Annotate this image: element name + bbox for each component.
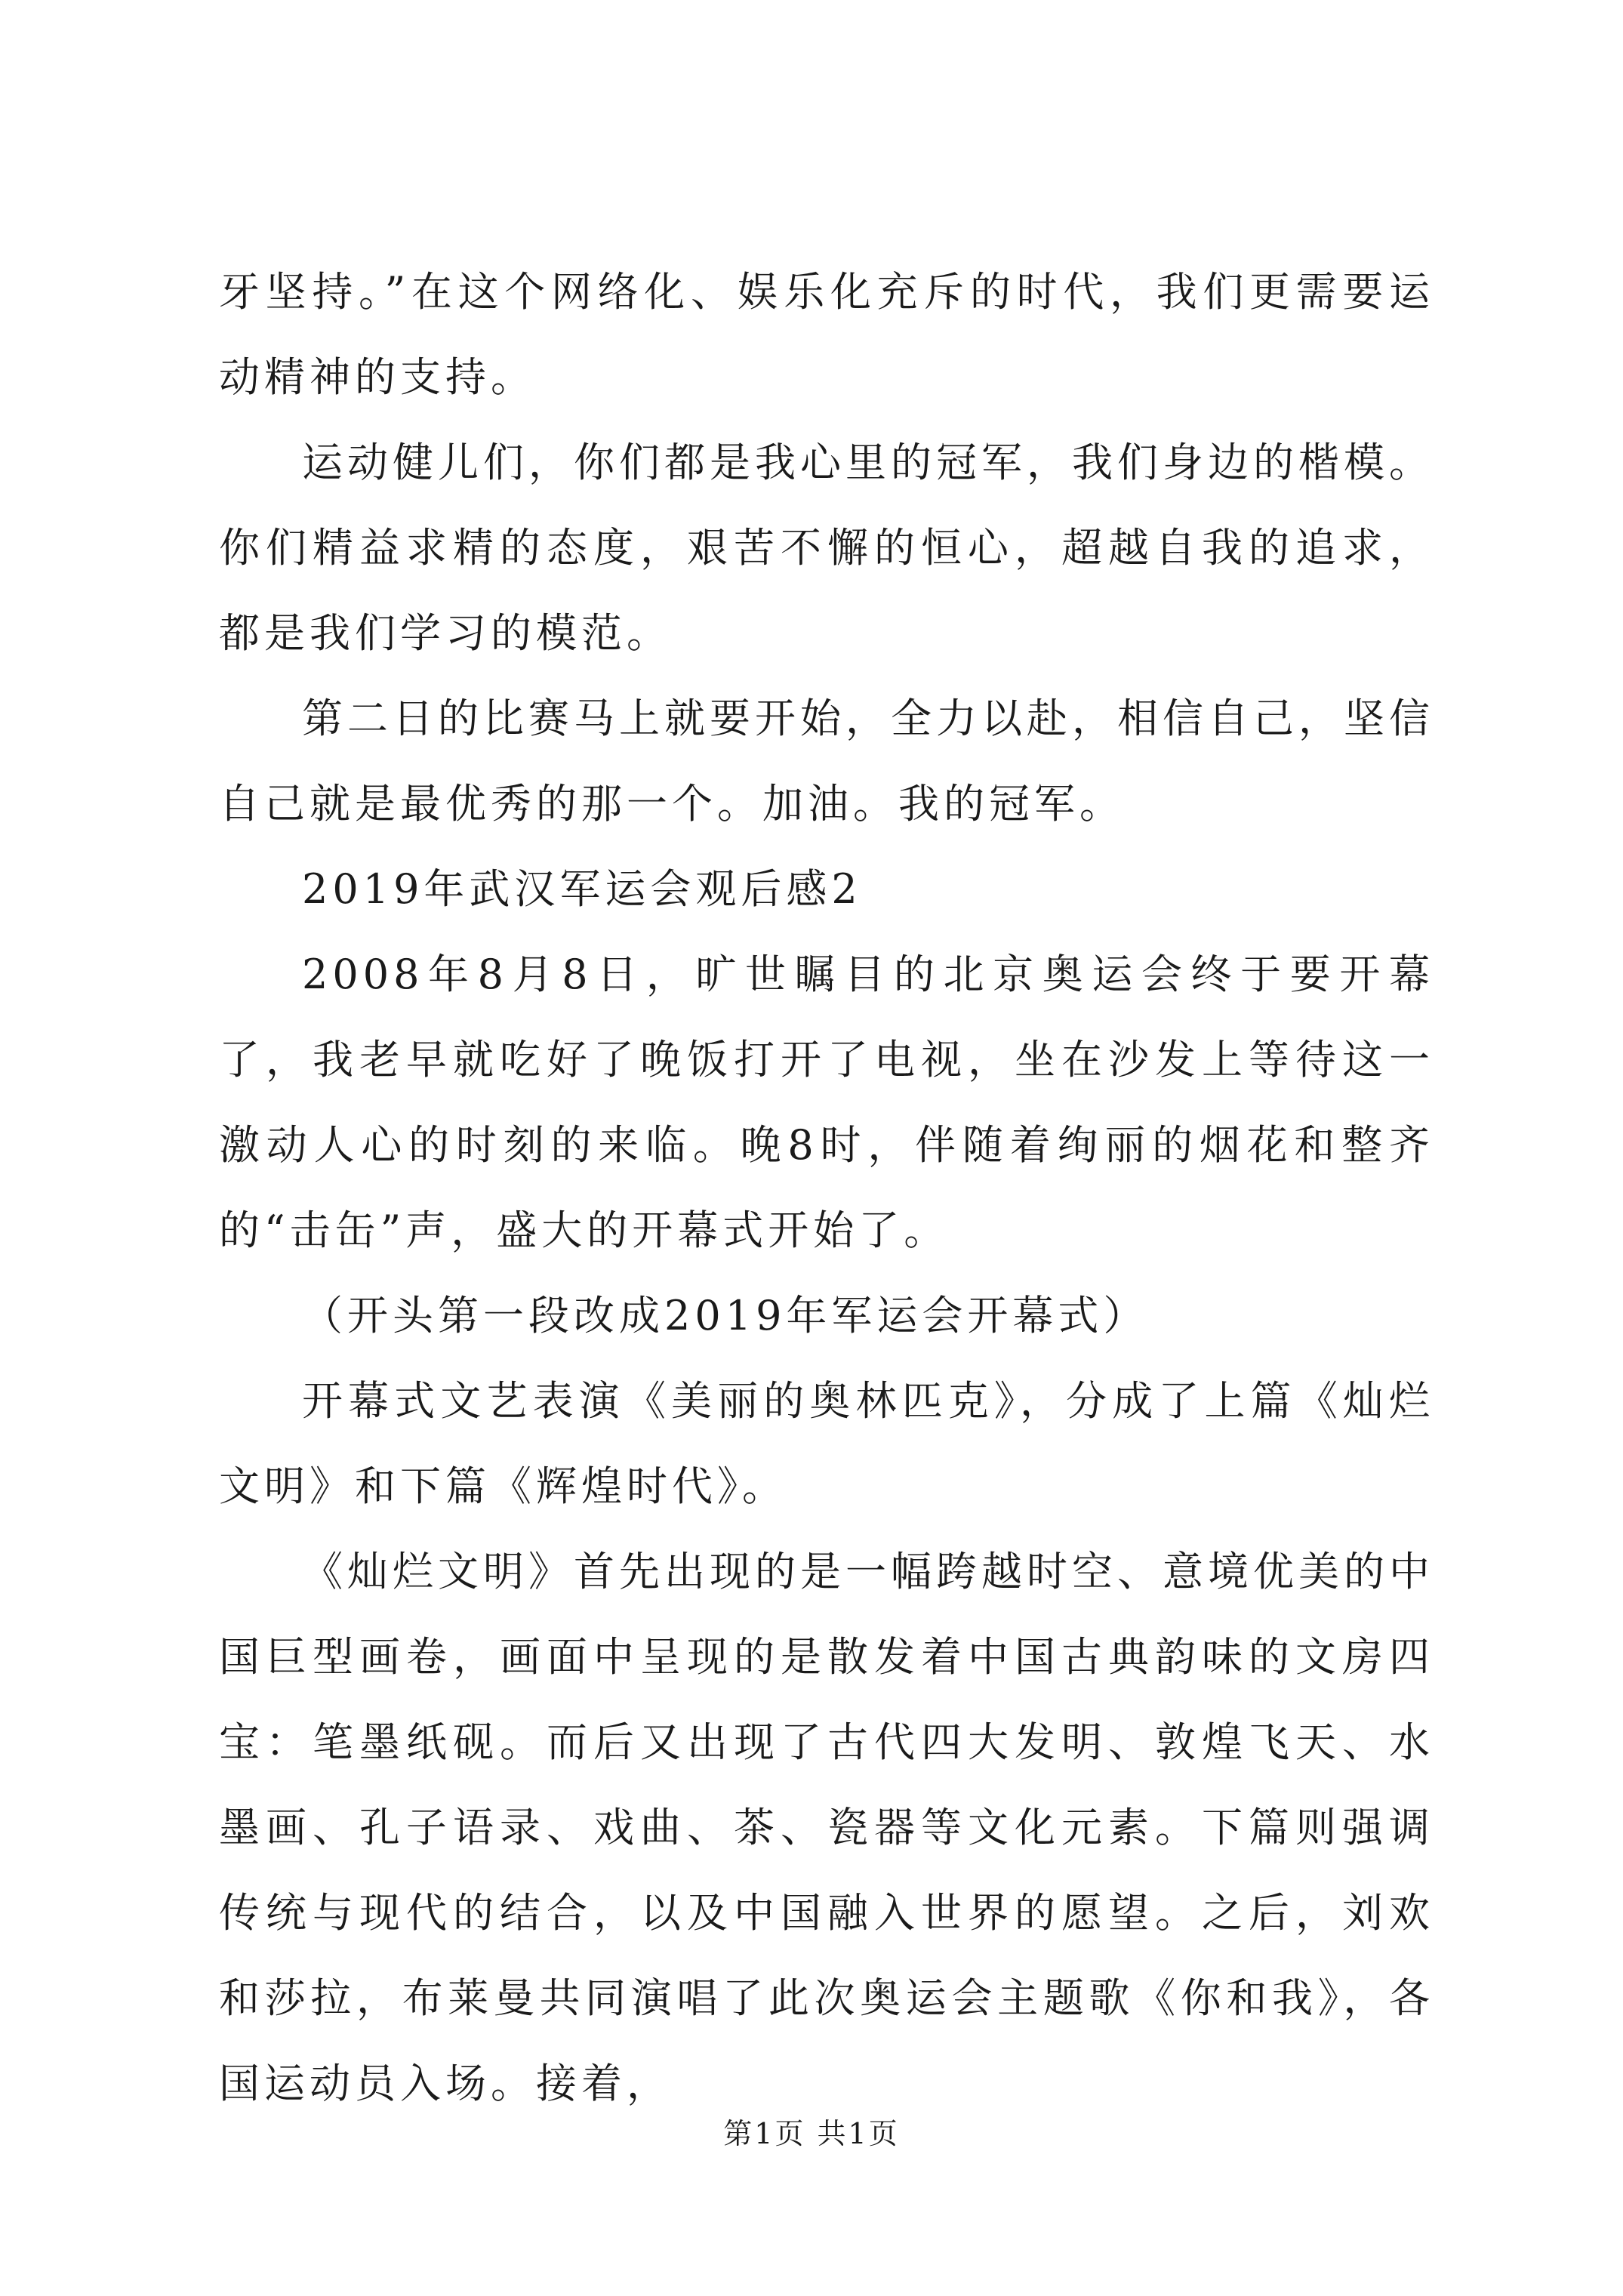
document-body bbox=[219, 249, 1434, 2126]
paragraph-5: 2008年8月8日，旷世瞩目的北京奥运会终于要开幕了，我老早就吃好了晚饭打开了电视，坐在沙发上等待这一激动人心的时刻的来临。晚8时，伴随着绚丽的烟花和整齐的“击缶”声，盛大的开幕式开始了。 bbox=[219, 951, 1434, 1254]
section-heading: 2019年武汉军运会观后感2 bbox=[302, 865, 862, 913]
editor-note: （开头第一段改成2019年军运会开幕式） bbox=[302, 1292, 1149, 1339]
paragraph-1: 牙坚持。”在这个网络化、娱乐化充斥的时代，我们更需要运动精神的支持。 bbox=[219, 268, 1434, 401]
page-number-footer: 第1页 共1页 bbox=[723, 2117, 900, 2150]
paragraph-3: 第二日的比赛马上就要开始，全力以赴，相信自己，坚信自己就是最优秀的那一个。加油。我的冠军。 bbox=[219, 695, 1434, 827]
paragraph-8: 《灿烂文明》首先出现的是一幅跨越时空、意境优美的中国巨型画卷，画面中呈现的是散发着中国古典韵味的文房四宝：笔墨纸砚。而后又出现了古代四大发明、敦煌飞天、水墨画、孔子语录、戏曲、茶、瓷器等文化元素。下篇则强调传统与现代的结合，以及中国融入世界的愿望。之后，刘欢和莎拉，布莱曼共同演唱了此次奥运会主题歌《你和我》，各国运动员入场。接着， bbox=[219, 1548, 1434, 2107]
paragraph-7: 开幕式文艺表演《美丽的奥林匹克》，分成了上篇《灿烂文明》和下篇《辉煌时代》。 bbox=[219, 1377, 1434, 1510]
paragraph-2: 运动健儿们，你们都是我心里的冠军，我们身边的楷模。你们精益求精的态度，艰苦不懈的恒心，超越自我的追求，都是我们学习的模范。 bbox=[219, 439, 1434, 657]
